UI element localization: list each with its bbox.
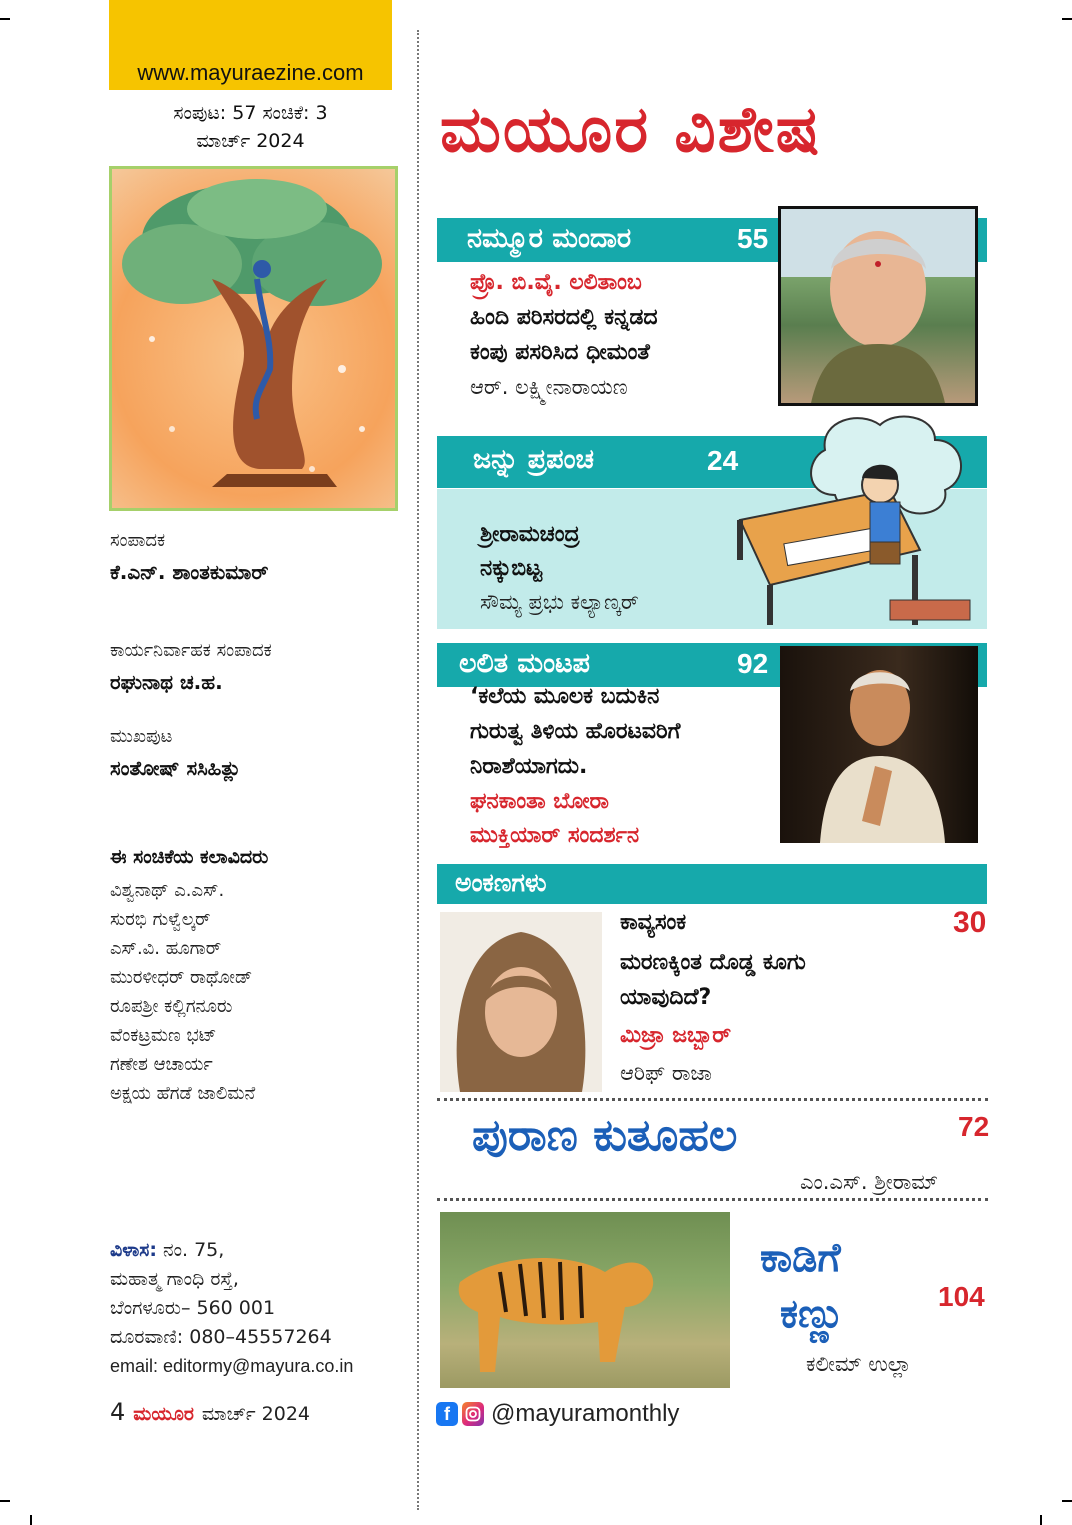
artist-name: ಎಸ್.ವಿ. ಹೂಗಾರ್ [110, 938, 222, 959]
poet-photo [440, 912, 602, 1092]
headline-line: ಕಂಪು ಪಸರಿಸಿದ ಧೀಮಂತೆ [470, 340, 650, 365]
artist-name: ಅಕ್ಷಯ ಹೆಗಡೆ ಜಾಲಿಮನೆ [110, 1083, 256, 1104]
address-line: ಬೆಂಗಳೂರು– 560 001 [110, 1297, 276, 1319]
dancer-photo [780, 646, 978, 843]
cartoon-illustration [710, 410, 990, 630]
headline-line: ಶ್ರೀರಾಮಚಂದ್ರ [480, 522, 580, 547]
website-banner [109, 0, 392, 90]
section-page-number: 92 [737, 648, 769, 679]
article-author: ಸೌಮ್ಯ ಪ್ರಭು ಕಲ್ಯಾಣ್ಕರ್ [480, 590, 639, 614]
section-title: ಜನ್ನು ಪ್ರಪಂಚ [473, 444, 594, 475]
crop-mark [1062, 18, 1072, 20]
column-logo-kaadu-line2[interactable]: ಕಣ್ಣು [780, 1290, 845, 1337]
artists-heading: ಈ ಸಂಚಿಕೆಯ ಕಲಾವಿದರು [110, 846, 269, 868]
section-page-number: 55 [737, 223, 769, 254]
article-author: ಆರಿಫ್ ರಾಜಾ [620, 1061, 712, 1085]
social-links [436, 1400, 679, 1428]
interview-credit: ಮುಕ್ತಿಯಾರ್ ಸಂದರ್ಶನ [470, 823, 640, 848]
executive-editor-label: ಕಾರ್ಯನಿರ್ವಾಹಕ ಸಂಪಾದಕ [110, 640, 272, 661]
social-handle[interactable]: @mayuramonthly [491, 1400, 680, 1427]
crop-mark [30, 1515, 32, 1525]
facebook-icon[interactable]: f [436, 1402, 458, 1426]
headline-line: ಮರಣಕ್ಕಿಂತ ದೊಡ್ಡ ಕೂಗು [620, 950, 806, 975]
crop-mark [0, 18, 10, 20]
cover-credit-label: ಮುಖಪುಟ [110, 726, 173, 747]
headline-line: ನಕ್ಕುಬಿಟ್ಟ [480, 556, 542, 581]
artist-name: ಸುರಭಿ ಗುಳ್ವೆಲ್ಕರ್ [110, 909, 211, 930]
email-address[interactable]: email: editormy@mayura.co.in [110, 1356, 354, 1376]
columns-heading-bar [437, 864, 987, 904]
cover-credit-name: ಸಂತೋಷ್ ಸಸಿಹಿತ್ಲು [110, 756, 241, 780]
artists-list [110, 876, 255, 1108]
page-number: 4 [110, 1398, 126, 1426]
column-title[interactable]: ಕಾವ್ಯಸಂಕ [620, 910, 687, 935]
column-logo-puraana[interactable]: ಪುರಾಣ ಕುತೂಹಲ [472, 1110, 738, 1161]
artist-name: ರೂಪಶ್ರೀ ಕಲ್ಲಿಗನೂರು [110, 996, 233, 1017]
headline-line: ‘ಕಲೆಯ ಮೂಲಕ ಬದುಕಿನ [470, 684, 660, 709]
issue-month: ಮಾರ್ಚ್ 2024 [196, 130, 305, 152]
crop-mark [1040, 1515, 1042, 1525]
dotted-separator [437, 1098, 988, 1101]
phone-number: ದೂರವಾಣಿ: 080–45557264 [110, 1326, 332, 1348]
section-title: ನಮ್ಮೂರ ಮಂದಾರ [467, 223, 632, 254]
article-author: ಎಂ.ಎಸ್. ಶ್ರೀರಾಮ್ [800, 1170, 939, 1194]
article-author: ಕಲೀಮ್ ಉಲ್ಲಾ [806, 1352, 912, 1376]
magazine-title [440, 92, 880, 202]
column-page-number: 104 [938, 1281, 985, 1312]
columns-heading: ಅಂಕಣಗಳು [455, 868, 547, 897]
instagram-icon[interactable] [462, 1402, 484, 1426]
column-page-number: 72 [958, 1111, 990, 1142]
crop-mark [1062, 1500, 1072, 1502]
crop-mark [0, 1500, 10, 1502]
artist-name: ಮುರಳೀಧರ್ ರಾಥೋಡ್ [110, 967, 253, 988]
artist-name: ವೆಂಕಟ್ರಮಣ ಭಟ್ [110, 1025, 217, 1046]
address-block [110, 1236, 353, 1381]
artist-name: ಗಣೇಶ ಆಚಾರ್ಯ [110, 1054, 213, 1075]
editor-label: ಸಂಪಾದಕ [110, 530, 166, 551]
column-page-number: 30 [953, 906, 987, 939]
volume-issue: ಸಂಪುಟ: 57 ಸಂಚಿಕೆ: 3 [173, 102, 328, 124]
section-title: ಲಲಿತ ಮಂಟಪ [459, 648, 590, 679]
website-url[interactable]: www.mayuraezine.com [137, 60, 364, 85]
address-label: ವಿಳಾಸ: [110, 1239, 157, 1261]
column-logo-kaadu-line1[interactable]: ಕಾಡಿಗೆ [760, 1234, 841, 1281]
headline-line: ಯಾವುದಿದೆ? [620, 985, 712, 1010]
executive-editor-name: ರಘುನಾಥ ಚ.ಹ. [110, 670, 223, 694]
poet-name: ಮಿಜ್ರಾ ಜಬ್ಬಾರ್ [620, 1023, 732, 1048]
dotted-separator [437, 1198, 988, 1201]
section-page-number: 24 [707, 445, 739, 476]
footer-date: ಮಾರ್ಚ್ 2024 [201, 1403, 311, 1425]
profile-subject[interactable]: ಪ್ರೊ. ಬಿ.ವೈ. ಲಲಿತಾಂಬ [470, 270, 642, 295]
column-divider [417, 30, 419, 1510]
tiger-photo [440, 1212, 730, 1388]
headline-line: ನಿರಾಶೆಯಾಗದು. [470, 754, 588, 779]
headline-line: ಹಿಂದಿ ಪರಿಸರದಲ್ಲಿ ಕನ್ನಡದ [470, 305, 658, 330]
footer-brand: ಮಯೂರ [133, 1403, 194, 1425]
article-author: ಆರ್. ಲಕ್ಷ್ಮೀನಾರಾಯಣ [470, 375, 628, 399]
portrait-photo [778, 206, 978, 406]
editor-name: ಕೆ.ಎನ್. ಶಾಂತಕುಮಾರ್ [110, 560, 269, 584]
artist-name: ವಿಶ್ವನಾಥ್ ಎ.ಎಸ್. [110, 880, 225, 901]
headline-line: ಗುರುತ್ವ ತಿಳಿಯ ಹೊರಟವರಿಗೆ [470, 719, 681, 744]
page-footer [110, 1398, 310, 1426]
magazine-title-text: ಮಯೂರ ವಿಶೇಷ [440, 92, 822, 167]
address-line: ಮಹಾತ್ಮ ಗಾಂಧಿ ರಸ್ತೆ, [110, 1268, 239, 1290]
address-line: ನಂ. 75, [163, 1239, 225, 1261]
interview-subject[interactable]: ಘನಕಾಂತಾ ಬೋರಾ [470, 789, 609, 814]
cover-illustration [109, 166, 398, 511]
